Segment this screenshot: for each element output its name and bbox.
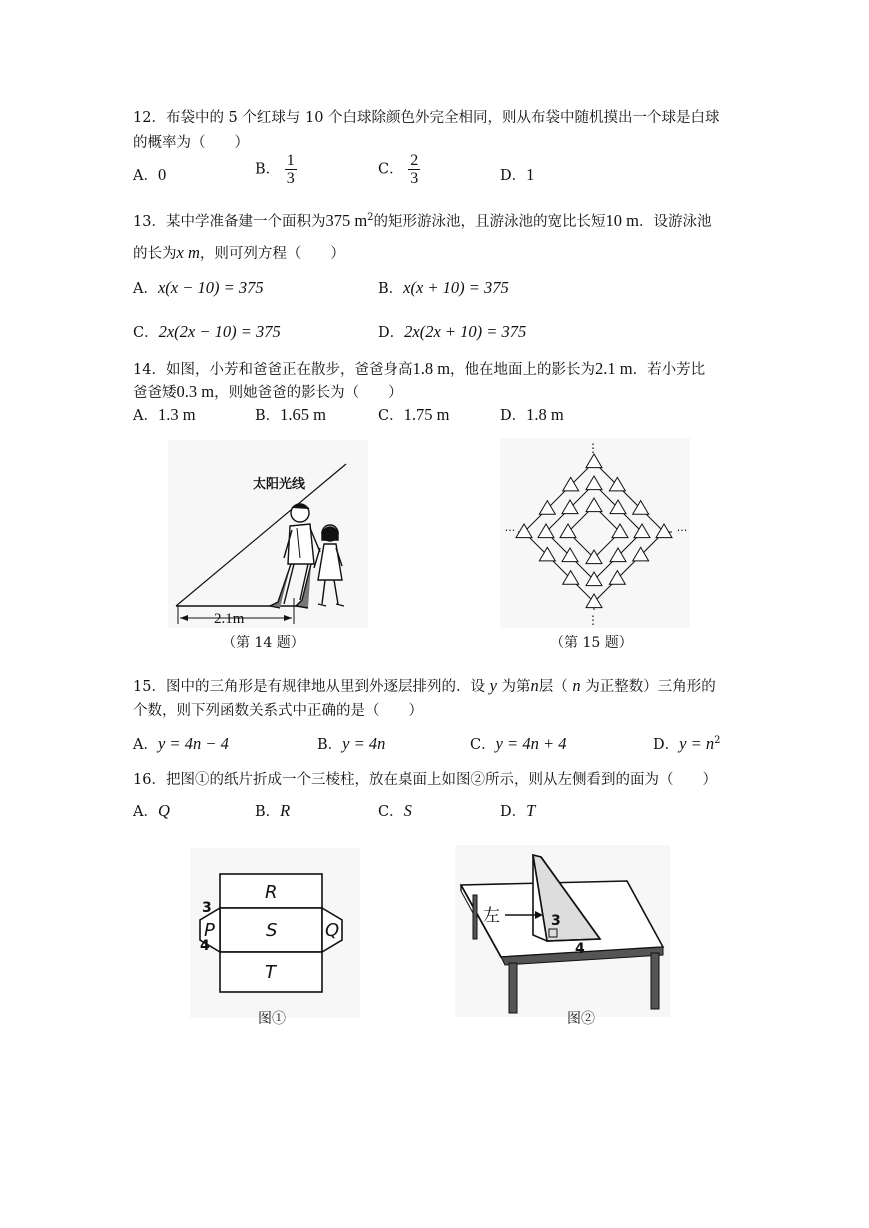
face-p-label: P (204, 920, 215, 941)
q13-option-b[interactable]: B．x(x + 10) = 375 (378, 278, 509, 297)
q12-stem-line1: 12．布袋中的 5 个红球与 10 个白球除颜色外完全相同，则从布袋中随机摸出一个球是白球 (133, 110, 720, 126)
figure-16-prism-on-table (455, 845, 670, 1017)
q14-option-b[interactable]: B．1.65 m (255, 405, 326, 424)
bottom-ellipsis: ⋮ (587, 613, 599, 627)
q16-option-b[interactable]: B．R (255, 801, 291, 820)
q12-option-a[interactable] (133, 164, 166, 185)
option-label: B． (255, 161, 281, 178)
option-label: A． (133, 168, 158, 184)
q15-option-a[interactable]: A．y = 4n − 4 (133, 734, 229, 753)
fraction: $\frac{2}{3}$ (410, 152, 419, 187)
figure-16-1-caption: 图① (258, 1011, 286, 1027)
q12-stem-line2: 的概率为（ ） (133, 135, 249, 151)
left-ellipsis: ··· (504, 524, 516, 537)
q15-stem-line2: 个数，则下列函数关系式中正确的是（ ） (133, 703, 423, 719)
figure-15-triangle-pattern (500, 438, 690, 628)
q13-option-a[interactable]: A．x(x − 10) = 375 (133, 278, 264, 297)
q16-stem-line1: 16．把图①的纸片折成一个三棱柱，放在桌面上如图②所示，则从左侧看到的面为（ ） (133, 772, 717, 788)
edge-3-label: 3 (551, 913, 561, 929)
right-ellipsis: ··· (676, 524, 688, 537)
face-r-label: R (265, 882, 278, 903)
q13-stem-line1: 13．某中学准备建一个面积为375 $m^2$的矩形游泳池，且游泳池的宽比长短10 m．设游泳池 (133, 211, 712, 230)
edge-3-label: 3 (202, 900, 212, 916)
q13-option-c[interactable]: C．2x(2x − 10) = 375 (133, 322, 281, 341)
figure-16-2-caption: 图② (567, 1011, 595, 1027)
q15-option-b[interactable]: B．y = 4n (317, 734, 386, 753)
q13-option-d[interactable]: D．2x(2x + 10) = 375 (378, 322, 527, 341)
option-value: 1 (526, 165, 535, 184)
q14-stem-line1: 14．如图，小芳和爸爸正在散步，爸爸身高1.8 m，他在地面上的影长为2.1 m．若小芳比 (133, 359, 706, 378)
q15-option-d[interactable]: D．$y = n^2$ (653, 734, 721, 753)
figure-15-caption: （第 15 题） (550, 635, 633, 651)
figure-14-shadow-diagram (168, 440, 368, 628)
q15-stem-line1: 15．图中的三角形是有规律地从里到外逐层排列的．设 y 为第n层（ n 为正整数）三角形的 (133, 676, 716, 695)
q14-option-d[interactable]: D．1.8 m (500, 405, 564, 424)
q12-option-c[interactable] (378, 152, 420, 187)
figure-16-net (190, 848, 360, 1018)
edge-4-label: 4 (575, 941, 585, 957)
top-ellipsis: ⋮ (587, 441, 599, 455)
face-s-label: S (266, 920, 278, 941)
q14-option-a[interactable]: A．1.3 m (133, 405, 196, 424)
q16-option-c[interactable]: C．S (378, 801, 412, 820)
q15-option-c[interactable]: C．y = 4n + 4 (470, 734, 567, 753)
q16-option-a[interactable]: A．Q (133, 801, 170, 820)
q14-option-c[interactable]: C．1.75 m (378, 405, 450, 424)
sun-ray-label: 太阳光线 (253, 477, 306, 492)
edge-4-label: 4 (200, 938, 210, 954)
q13-stem-line2: 的长为x m，则可列方程（ ） (133, 243, 345, 262)
option-label: D． (500, 168, 527, 184)
q12-option-b[interactable] (255, 152, 297, 187)
figure-14-caption: （第 14 题） (222, 635, 305, 651)
fraction: $\frac{1}{3}$ (286, 152, 295, 187)
option-label: C． (378, 161, 404, 178)
q16-option-d[interactable]: D．T (500, 801, 536, 820)
q14-stem-line2: 爸爸矮0.3 m，则她爸爸的影长为（ ） (133, 382, 403, 401)
face-t-label: T (265, 962, 276, 983)
q12-option-d[interactable] (500, 164, 534, 185)
face-q-label: Q (325, 920, 340, 941)
option-value: 0 (157, 165, 167, 184)
left-view-label: 左 (483, 906, 500, 926)
shadow-length-label: 2.1m (214, 611, 245, 627)
